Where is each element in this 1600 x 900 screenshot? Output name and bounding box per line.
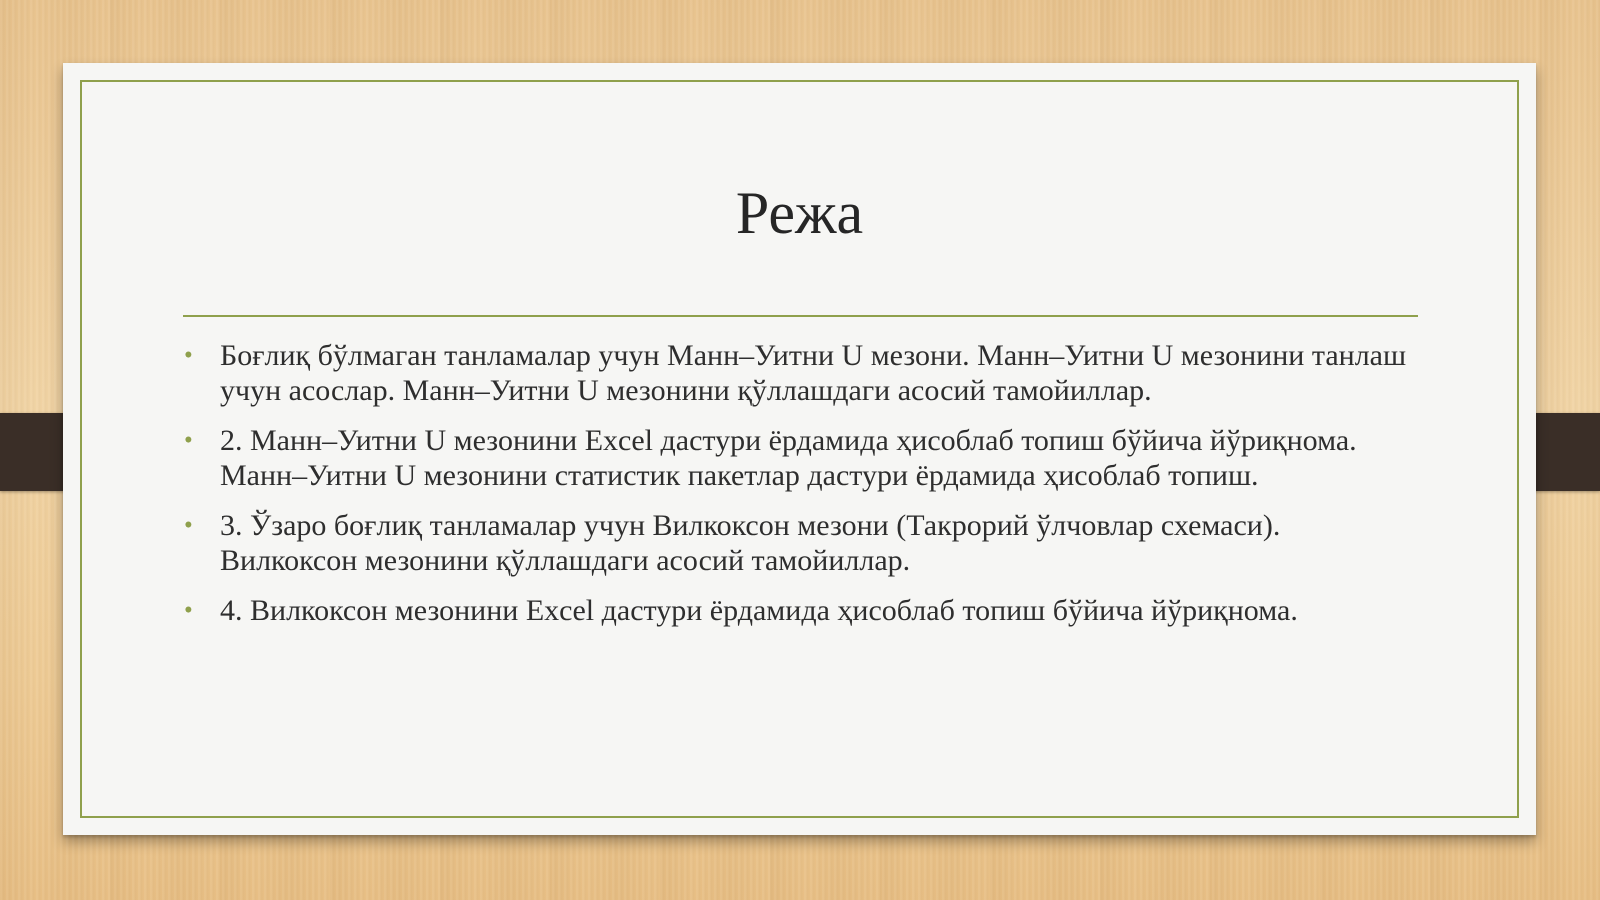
bullet-dot-icon: • (184, 342, 193, 369)
bullet-dot-icon: • (184, 512, 193, 539)
bullet-item-2 (183, 423, 1423, 493)
bullet-list (183, 338, 1423, 643)
bullet-dot-icon: • (184, 427, 193, 454)
bullet-text-4: 4. Вилкоксон мезонини Excel дастури ёрдамида ҳисоблаб топиш бўйича йўриқнома. (220, 594, 1298, 627)
bullet-text-2: 2. Манн–Уитни U мезонини Excel дастури ёрдамида ҳисоблаб топиш бўйича йўриқнома. Манн–Уитни U мезонини статистик пакетлар дастури ёрдамида ҳисоблаб топиш. (220, 424, 1357, 492)
title-divider (183, 315, 1418, 317)
bullet-item-3 (183, 508, 1423, 578)
bullet-text-1: Боғлиқ бўлмаган танламалар учун Манн–Уитни U мезони. Манн–Уитни U мезонини танлаш учун асослар. Манн–Уитни U мезонини қўллашдаги асосий тамойиллар. (220, 339, 1407, 407)
slide-card (63, 63, 1536, 835)
bullet-text-3: 3. Ўзаро боғлиқ танламалар учун Вилкоксон мезони (Такрорий ўлчовлар схемаси). Вилкоксон мезонини қўллашдаги асосий тамойиллар. (220, 509, 1281, 577)
bullet-item-4 (183, 593, 1423, 628)
slide-title: Режа (735, 180, 864, 246)
bullet-item-1 (183, 338, 1423, 408)
bullet-dot-icon: • (184, 597, 193, 624)
